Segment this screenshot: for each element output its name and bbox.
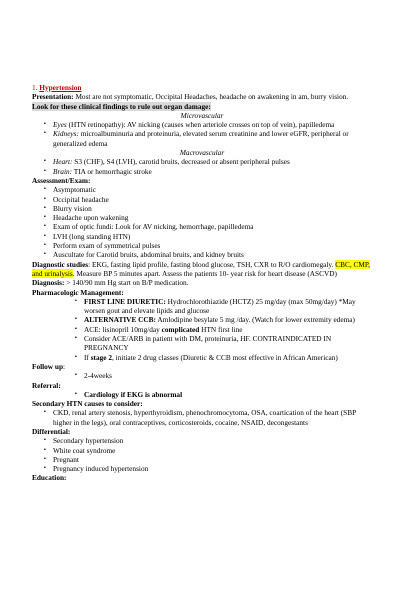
list-item: ▪ Asymptomatic — [44, 185, 96, 195]
list-item: ▪ Secondary hypertension — [44, 436, 124, 446]
list-item: ▪ Pregnancy induced hypertension — [44, 464, 149, 474]
differential-list — [32, 436, 372, 473]
presentation-paragraph: Presentation: Most are not symptomatic, Occipital Headaches, headache on awakening in am, burry vision. — [32, 92, 349, 102]
pharm-label: Pharmacologic Management: — [32, 287, 124, 297]
list-item: ▪ Occipital headache — [44, 194, 109, 204]
diagnostic-paragraph: Diagnostic studies: EKG, fasting lipid profile, fasting blood glucose, TSH, CXR to R/O cardiomegaly. CBC, CMP, and urinalysis. Measure BP 5 minutes apart. Assess the patients 10- year risk for heart disease (ASCVD) — [32, 259, 370, 278]
macrovascular-list — [32, 157, 372, 176]
list-item: ▪ Cardiology if EKG is abnormal — [75, 389, 183, 399]
list-item: ▪ Exam of optic fundi: Look for AV nicking, hemorrhage, papilledema — [44, 222, 254, 232]
secondary-label: Secondary HTN causes to consider: — [32, 399, 143, 409]
document-content — [32, 83, 372, 483]
pharm-list — [32, 297, 372, 362]
list-item: ▪ Eyes (HTN retinopathy): AV nicking (causes when arteriole crosses on top of vein), papilledema — [44, 120, 335, 130]
secondary-list — [32, 408, 372, 427]
list-item: ▪ ALTERNATIVE CCB: Amlodipine besylate 5 mg /day. (Watch for lower extremity edema) — [75, 315, 355, 325]
presentation-label: Presentation: — [32, 92, 74, 102]
section-heading: 1. Hypertension — [32, 83, 82, 92]
list-item: ▪ Kidneys: microalbuminuria and proteinuria, elevated serum creatinine and lower eGFR, peripheral or generalized edema — [44, 129, 349, 148]
follow-up-label: Follow up: — [32, 361, 66, 371]
diagnosis-paragraph: Diagnosis: > 140/90 mm Hg start on B/P medication. — [32, 278, 189, 288]
education-label: Education: — [32, 473, 67, 483]
list-item: ▪ LVH (long standing HTN) — [44, 231, 131, 241]
list-item: ▪ ACE: lisinopril 10mg/day complicated HTN first line — [75, 324, 243, 334]
list-item: ▪ If stage 2, initiate 2 drug classes (Diuretic & CCB most effective in African American) — [75, 352, 338, 362]
list-item: ▪ White coat syndrome — [44, 445, 116, 455]
list-item: ▪ Heart: S3 (CHF), S4 (LVH), carotid bruits, decreased or absent peripheral pulses — [44, 157, 290, 167]
referral-label: Referral: — [32, 380, 61, 390]
list-item: ▪ CKD, renal artery stenosis, hyperthyroidism, phenochromocytoma, OSA, coartication of the heart (SBP higher in the legs), oral contraceptives, corticosteroids, cocaine, NSAID, decongestants — [44, 408, 356, 427]
assessment-label: Assessment/Exam: — [32, 175, 91, 185]
look-for-heading: Look for these clinical findings to rule out organ damage: — [32, 101, 211, 111]
assessment-list — [32, 185, 372, 259]
list-item: ▪ Auscultate for Carotid bruits, abdominal bruits, and kidney bruits — [44, 250, 244, 260]
list-item: ▪ Brain: TIA or hemorrhagic stroke — [44, 166, 152, 176]
list-item: ▪ Blurry vision — [44, 203, 92, 213]
list-item: ▪ Pregnant — [44, 454, 79, 464]
list-item: ▪ Perform exam of symmetrical pulses — [44, 241, 161, 251]
list-item: ▪ Consider ACE/ARB in patient with DM, proteinuria, HF. CONTRAINDICATED IN PREGNANCY — [75, 334, 332, 353]
microvascular-list — [32, 120, 372, 148]
differential-label: Differential: — [32, 426, 71, 436]
list-item: ▪ Headache upon wakening — [44, 213, 129, 223]
section-title: Hypertension — [39, 83, 82, 92]
macrovascular-heading: Macrovascular — [179, 148, 225, 158]
list-item: ▪ FIRST LINE DIURETIC: Hydrochlorothiazide (HCTZ) 25 mg/day (max 50mg/day) *May worsen gout and elevate lipids and glucose — [75, 296, 356, 316]
follow-up-list — [32, 371, 372, 380]
highlighted-text: CBC, CMP, and urinalysis — [32, 259, 370, 278]
referral-list — [32, 390, 372, 399]
list-item: ▪ 2-4weeks — [75, 371, 112, 381]
microvascular-heading: Microvascular — [180, 110, 224, 120]
